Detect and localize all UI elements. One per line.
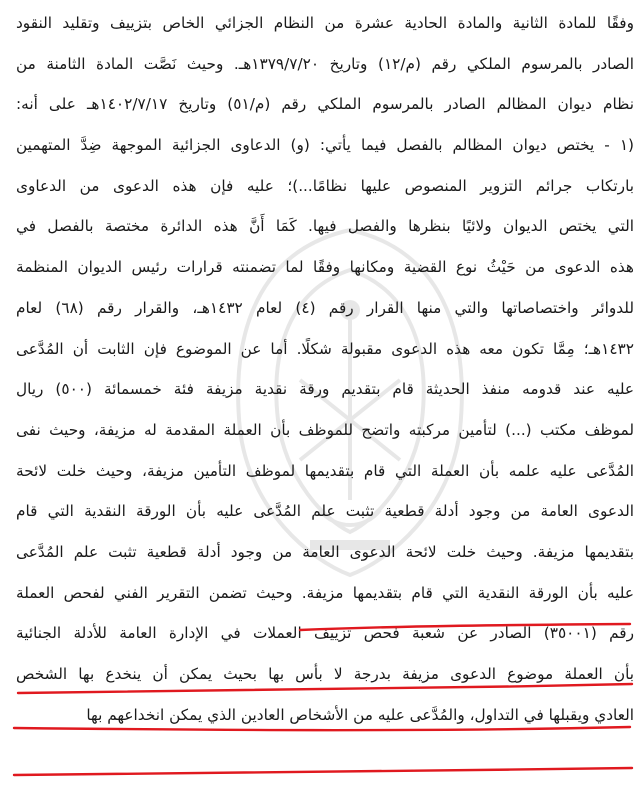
text-line-4: (١ - يختص ديوان المظالم بالفصل فيما يأتي: (و) الدعاوى الجزائية الموجهة ضِدَّ المتهمين (16, 136, 634, 155)
text-line-13: الدعوى العامة من وجود أدلة قطعية تثبت علم المُدَّعى عليه بأن الورقة النقدية التي قام (16, 502, 634, 521)
text-line-6: التي يختص الديوان ولائيًا بنظرها والفصل فيها. كَمَا أَنَّ هذه الدائرة مختصة بالفصل في (16, 217, 634, 236)
text-line-1: وفقًا للمادة الثانية والمادة الحادية عشرة من النظام الجزائي الخاص بتزييف وتقليد النقود (16, 14, 634, 32)
text-line-17: بأن العملة موضوع الدعوى مزيفة بدرجة لا بأس بها بحيث يمكن أن ينخدع بها الشخص (16, 665, 634, 683)
text-line-12: المُدَّعى عليه علمه بأن العملة التي قام بتقديمها لموظف التأمين مزيفة، وحيث خلت لائحة (16, 461, 634, 480)
text-line-3: نظام ديوان المظالم الصادر بالمرسوم الملكي رقم (م/٥١) وتاريخ ١٤٠٢/٧/١٧هـ على أنه: (16, 95, 634, 114)
text-line-18: العادي ويقبلها في التداول، والمُدَّعى عليه من الأشخاص العادين الذي يمكن انخداعهم بها (86, 705, 634, 724)
text-line-10: عليه عند قدومه منفذ الحديثة قام بتقديم ورقة نقدية مزيفة فئة خمسمائة (٥٠٠) ريال (16, 380, 634, 399)
text-line-5: بارتكاب جرائم التزوير المنصوص عليها نظامًا...)؛ عليه فإن هذه الدعوى من الدعاوى (16, 176, 634, 195)
text-line-15: عليه بأن الورقة النقدية التي قام بتقديمها مزيفة. وحيث تضمن التقرير الفني لفحص العملة (16, 583, 634, 602)
text-line-8: للدوائر واختصاصاتها والتي منها القرار رقم (٤) لعام ١٤٣٢هـ، والقرار رقم (٦٨) لعام (16, 298, 634, 317)
document-body (16, 3, 634, 735)
text-line-11: لموظف مكتب (...) لتأمين مركبته واتضح للموظف بأن العملة المقدمة له مزيفة، وحيث نفى (16, 420, 634, 439)
text-line-14: بتقديمها مزيفة. وحيث خلت لائحة الدعوى العامة من وجود أدلة قطعية تثبت علم المُدَّعى (16, 542, 634, 561)
text-line-2: الصادر بالمرسوم الملكي رقم (م/١٢) وتاريخ ١٣٧٩/٧/٢٠هـ. وحيث نَصَّت المادة الثامنة من (16, 54, 634, 73)
text-line-7: هذه الدعوى من حَيْثُ نوع القضية ومكانها وفقًا لما تضمنته قرارات رئيس الديوان المنظمة (16, 258, 634, 277)
text-line-16: رقم (٣٥٠٠١) الصادر عن شعبة فحص تزييف العملات في الإدارة العامة للأدلة الجنائية (16, 624, 634, 643)
text-line-9: ١٤٣٢هـ؛ مِمَّا تكون معه هذه الدعوى مقبولة شكلًا. أما عن الموضوع فإن الثابت أن المُدَّعى (16, 339, 634, 358)
underline-4 (14, 768, 632, 775)
